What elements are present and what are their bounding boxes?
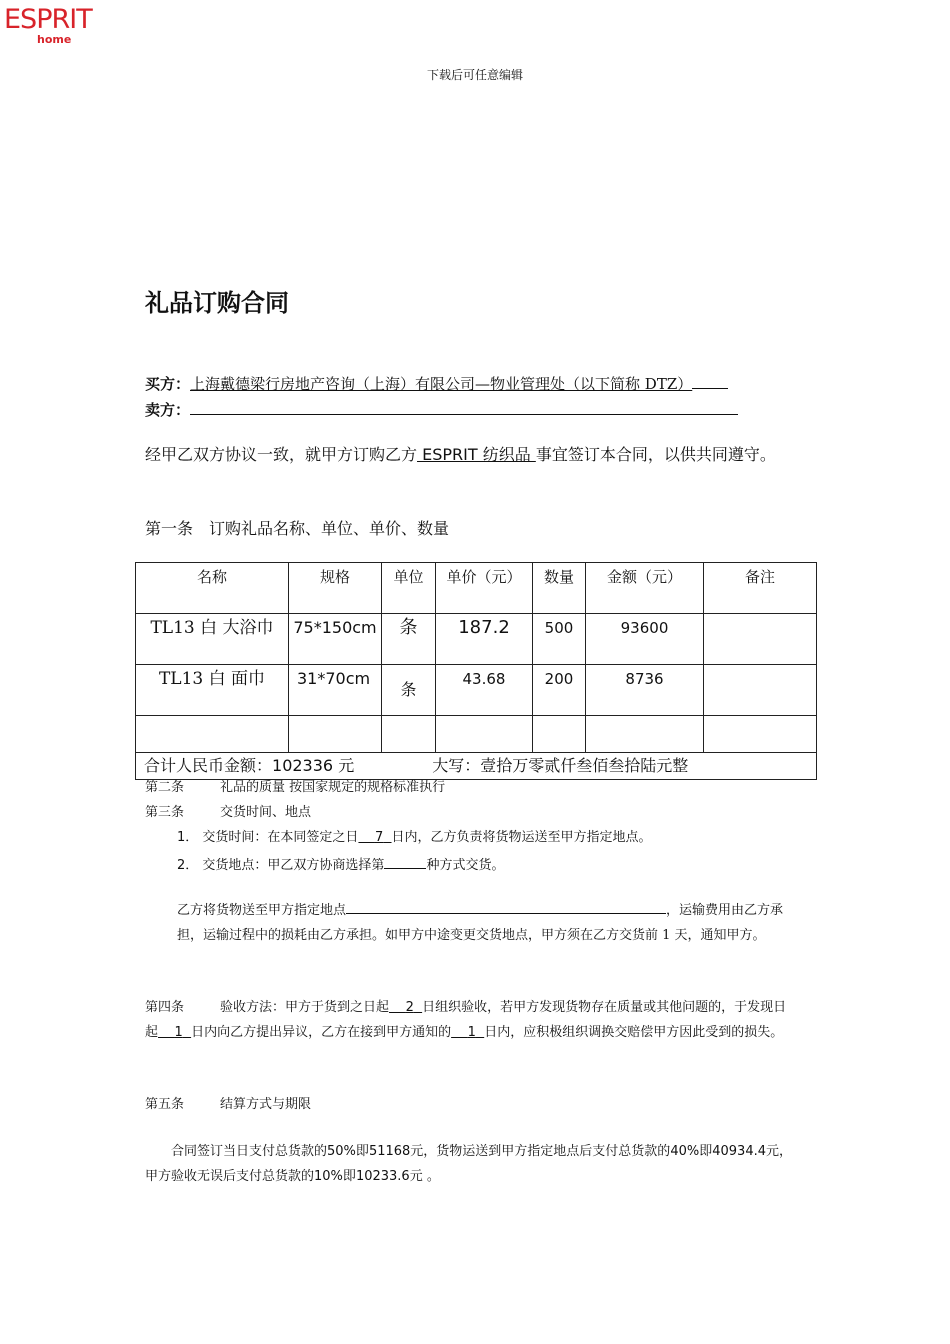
item-unit: 条 xyxy=(382,614,436,665)
header-cell: 备注 xyxy=(704,563,817,614)
item-remark xyxy=(704,614,817,665)
header-cell: 规格 xyxy=(289,563,382,614)
settlement-pct: 10% xyxy=(314,1169,343,1184)
article-4-p3: 日内向乙方提出异议，乙方在接到甲方通知的 xyxy=(191,1025,452,1040)
item-unit: 条 xyxy=(382,665,436,716)
article-3-text: 交货时间、地点 xyxy=(220,805,312,820)
seller-line xyxy=(145,399,738,420)
delivery-location-blank xyxy=(346,899,666,914)
item-spec: 31*70cm xyxy=(289,665,382,716)
item-amount: 93600 xyxy=(586,614,704,665)
total-value: 102336 xyxy=(272,756,334,775)
item-qty: 500 xyxy=(533,614,586,665)
buyer-label: 买方： xyxy=(145,375,191,393)
article-3-item-1 xyxy=(177,829,652,847)
table-row xyxy=(136,614,817,665)
header-cell: 数量 xyxy=(533,563,586,614)
item-1-before: 交货时间：在本同签定之日 xyxy=(202,830,359,845)
para-before: 乙方将货物送至甲方指定地点 xyxy=(177,903,347,918)
header-cell: 单价（元） xyxy=(436,563,533,614)
empty-cell xyxy=(704,716,817,753)
objection-days: 1 xyxy=(174,1025,183,1040)
article-3-item-2 xyxy=(177,854,504,875)
article-5 xyxy=(145,1096,311,1114)
article-4 xyxy=(145,995,807,1045)
article-1-heading: 第一条 订购礼品名称、单位、单价、数量 xyxy=(145,519,450,538)
settlement-amount: 40934.4 xyxy=(712,1144,766,1159)
article-3-paragraph xyxy=(177,898,807,948)
empty-cell xyxy=(436,716,533,753)
header-note: 下载后可任意编辑 xyxy=(426,68,523,82)
item-2-before: 交货地点：甲乙双方协商选择第 xyxy=(202,858,385,873)
delivery-method-blank xyxy=(384,854,426,869)
header-cell: 单位 xyxy=(382,563,436,614)
article-2 xyxy=(145,779,445,797)
item-spec: 75*150cm xyxy=(289,614,382,665)
article-4-p4: 日内，应积极组织调换交赔偿甲方因此受到的损失。 xyxy=(484,1025,784,1040)
intro-after: 事宜签订本合同，以供共同遵守。 xyxy=(535,445,776,464)
logo-sub: home xyxy=(37,33,72,46)
settlement-text: 即 xyxy=(355,1144,369,1159)
buyer-line xyxy=(145,373,728,394)
settlement-text: 元 。 xyxy=(409,1169,440,1184)
total-cell xyxy=(136,753,817,780)
intro-product: ESPRIT 纺织品 xyxy=(417,445,536,464)
inspection-days: 2 xyxy=(405,1000,414,1015)
settlement-pct: 40% xyxy=(670,1144,700,1159)
settlement-pct: 50% xyxy=(327,1144,356,1159)
empty-cell xyxy=(382,716,436,753)
delivery-days: 7 xyxy=(374,830,384,845)
response-days: 1 xyxy=(467,1025,476,1040)
table-row xyxy=(136,665,817,716)
settlement-paragraph xyxy=(145,1139,795,1189)
table-header-row xyxy=(136,563,817,614)
capital-label: 大写： xyxy=(432,756,481,775)
item-2-after: 种方式交货。 xyxy=(426,858,505,873)
empty-cell xyxy=(533,716,586,753)
document-title: 礼品订购合同 xyxy=(145,288,289,317)
settlement-text: 即 xyxy=(342,1169,356,1184)
total-label: 合计人民币金额： xyxy=(144,756,273,775)
settlement-text: 元，甲方验收无误后支付总货款的 xyxy=(145,1144,793,1184)
article-5-text: 结算方式与期限 xyxy=(220,1097,312,1112)
buyer-value: 上海戴德梁行房地产咨询（上海）有限公司—物业管理处（以下简称 DTZ） xyxy=(190,375,693,393)
item-remark xyxy=(704,665,817,716)
total-unit: 元 xyxy=(338,756,355,775)
item-amount: 8736 xyxy=(586,665,704,716)
item-price: 187.2 xyxy=(436,614,533,665)
settlement-amount: 10233.6 xyxy=(355,1169,410,1184)
seller-label: 卖方： xyxy=(145,401,191,419)
settlement-text: 合同签订当日支付总货款的 xyxy=(171,1144,328,1159)
item-2-number: 2． xyxy=(177,858,199,873)
buyer-underline xyxy=(692,374,728,389)
article-4-label: 第四条 xyxy=(145,1000,185,1015)
article-4-p2: 日组织验收，若甲方发现货物存在质量或其他问题的，于发现日起 xyxy=(145,1000,787,1040)
settlement-text: 元，货物运送到甲方指定地点后支付总货款的 xyxy=(410,1144,671,1159)
header-cell: 金额（元） xyxy=(586,563,704,614)
table-row xyxy=(136,716,817,753)
settlement-amount: 51168 xyxy=(368,1144,411,1159)
total-row xyxy=(136,753,817,780)
empty-cell xyxy=(586,716,704,753)
seller-blank xyxy=(190,400,738,415)
para-after: ，运输费用由乙方承担，运输过程中的损耗由乙方承担。如甲方中途变更交货地点，甲方须在乙方交货前 1 天，通知甲方。 xyxy=(177,903,784,943)
esprit-home-logo xyxy=(4,6,114,46)
item-qty: 200 xyxy=(533,665,586,716)
article-5-label: 第五条 xyxy=(145,1097,185,1112)
settlement-text: 即 xyxy=(699,1144,713,1159)
article-3 xyxy=(145,804,311,822)
item-1-number: 1． xyxy=(177,830,199,845)
item-name: TL13 白 大浴巾 xyxy=(136,614,289,665)
article-2-text: 礼品的质量 按国家规定的规格标准执行 xyxy=(220,780,446,795)
item-1-after: 日内，乙方负责将货物运送至甲方指定地点。 xyxy=(391,830,652,845)
items-table xyxy=(135,562,817,780)
item-name: TL13 白 面巾 xyxy=(136,665,289,716)
article-3-label: 第三条 xyxy=(145,805,185,820)
item-price: 43.68 xyxy=(436,665,533,716)
intro-paragraph xyxy=(145,442,800,468)
article-2-label: 第二条 xyxy=(145,780,185,795)
capital-value: 壹拾万零贰仟叁佰叁拾陆元整 xyxy=(480,756,689,775)
empty-cell xyxy=(136,716,289,753)
article-4-p1: 验收方法：甲方于货到之日起 xyxy=(220,1000,390,1015)
empty-cell xyxy=(289,716,382,753)
intro-before: 经甲乙双方协议一致，就甲方订购乙方 xyxy=(145,445,418,464)
header-cell: 名称 xyxy=(136,563,289,614)
logo-brand: ESPRIT xyxy=(4,4,92,35)
